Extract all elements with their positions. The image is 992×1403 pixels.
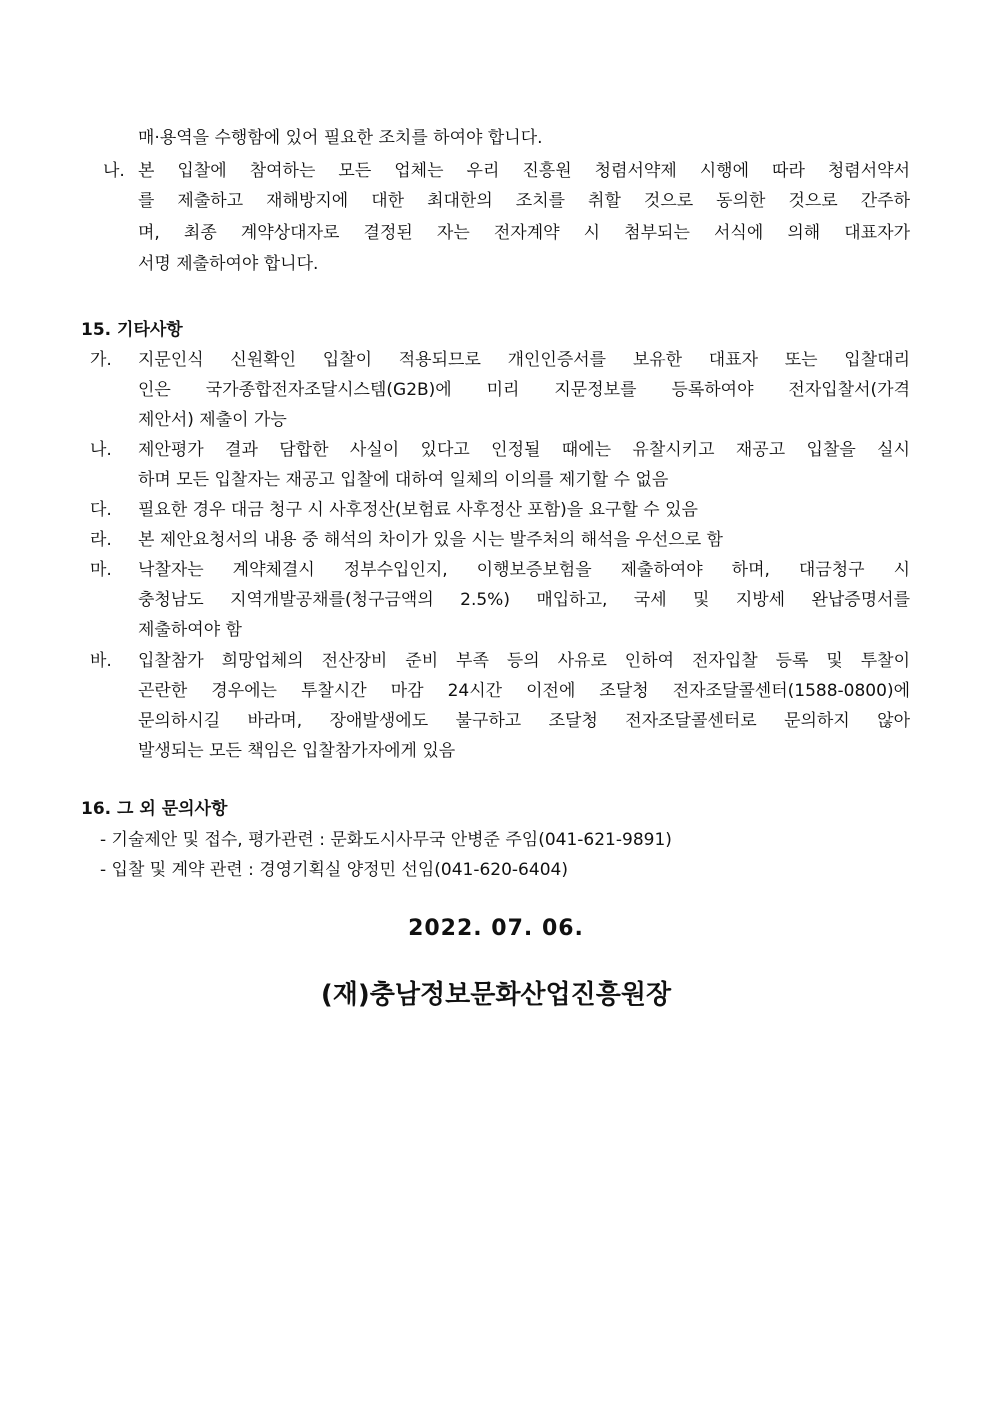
item-text-line: 필요한 경우 대금 청구 시 사후정산(보험료 사후정산 포함)을 요구할 수 있음 (138, 500, 698, 520)
continuation-line: 매·용역을 수행함에 있어 필요한 조치를 하여야 합니다. (138, 128, 543, 148)
item-text-line: 지문인식 신원확인 입찰이 적용되므로 개인인증서를 보유한 대표자 또는 입찰대리 (138, 350, 910, 370)
item-text-line: 며, 최종 계약상대자로 결정된 자는 전자계약 시 첨부되는 서식에 의해 대표자가 (138, 223, 910, 243)
organization-signature: (재)충남정보문화산업진흥원장 (320, 980, 672, 1010)
item-text-line: 입찰참가 희망업체의 전산장비 준비 부족 등의 사유로 인하여 전자입찰 등록 및 투찰이 (138, 651, 910, 671)
item-text-line: 본 입찰에 참여하는 모든 업체는 우리 진흥원 청렴서약제 시행에 따라 청렴서약서 (138, 161, 910, 181)
contact-line: - 기술제안 및 접수, 평가관련 : 문화도시사무국 안병준 주임(041-621-9891) (100, 830, 672, 850)
contact-line: - 입찰 및 계약 관련 : 경영기획실 양정민 선임(041-620-6404) (100, 860, 568, 880)
section-title: 16. 그 외 문의사항 (81, 799, 228, 819)
item-text-line: 제안평가 결과 담합한 사실이 있다고 인정될 때에는 유찰시키고 재공고 입찰을 실시 (138, 440, 910, 460)
item-text-line: 제출하여야 함 (138, 620, 242, 640)
item-marker: 가. (90, 350, 112, 370)
item-text-line: 하며 모든 입찰자는 재공고 입찰에 대하여 일체의 이의를 제기할 수 없음 (138, 470, 669, 490)
item-text-line: 인은 국가종합전자조달시스템(G2B)에 미리 지문정보를 등록하여야 전자입찰서(가격 (138, 380, 910, 400)
item-text-line: 낙찰자는 계약체결시 정부수입인지, 이행보증보험을 제출하여야 하며, 대금청구 시 (138, 560, 910, 580)
item-text-line: 서명 제출하여야 합니다. (138, 254, 319, 274)
item-marker: 마. (90, 560, 112, 580)
item-text-line: 문의하시길 바라며, 장애발생에도 불구하고 조달청 전자조달콜센터로 문의하지 않아 (138, 711, 910, 731)
item-text-line: 를 제출하고 재해방지에 대한 최대한의 조치를 취할 것으로 동의한 것으로 간주하 (138, 191, 910, 211)
item-marker: 다. (90, 500, 112, 520)
item-text-line: 충청남도 지역개발공채를(청구금액의 2.5%) 매입하고, 국세 및 지방세 완납증명서를 (138, 590, 910, 610)
item-marker: 나. (103, 161, 125, 181)
item-text-line: 본 제안요청서의 내용 중 해석의 차이가 있을 시는 발주처의 해석을 우선으로 함 (138, 530, 723, 550)
item-marker: 나. (90, 440, 112, 460)
item-marker: 바. (90, 651, 112, 671)
item-text-line: 발생되는 모든 책임은 입찰참가자에게 있음 (138, 741, 456, 761)
item-text-line: 곤란한 경우에는 투찰시간 마감 24시간 이전에 조달청 전자조달콜센터(1588-0800)에 (138, 681, 910, 701)
section-title: 15. 기타사항 (81, 320, 183, 340)
item-marker: 라. (90, 530, 112, 550)
document-date: 2022. 07. 06. (408, 916, 584, 941)
item-text-line: 제안서) 제출이 가능 (138, 410, 287, 430)
